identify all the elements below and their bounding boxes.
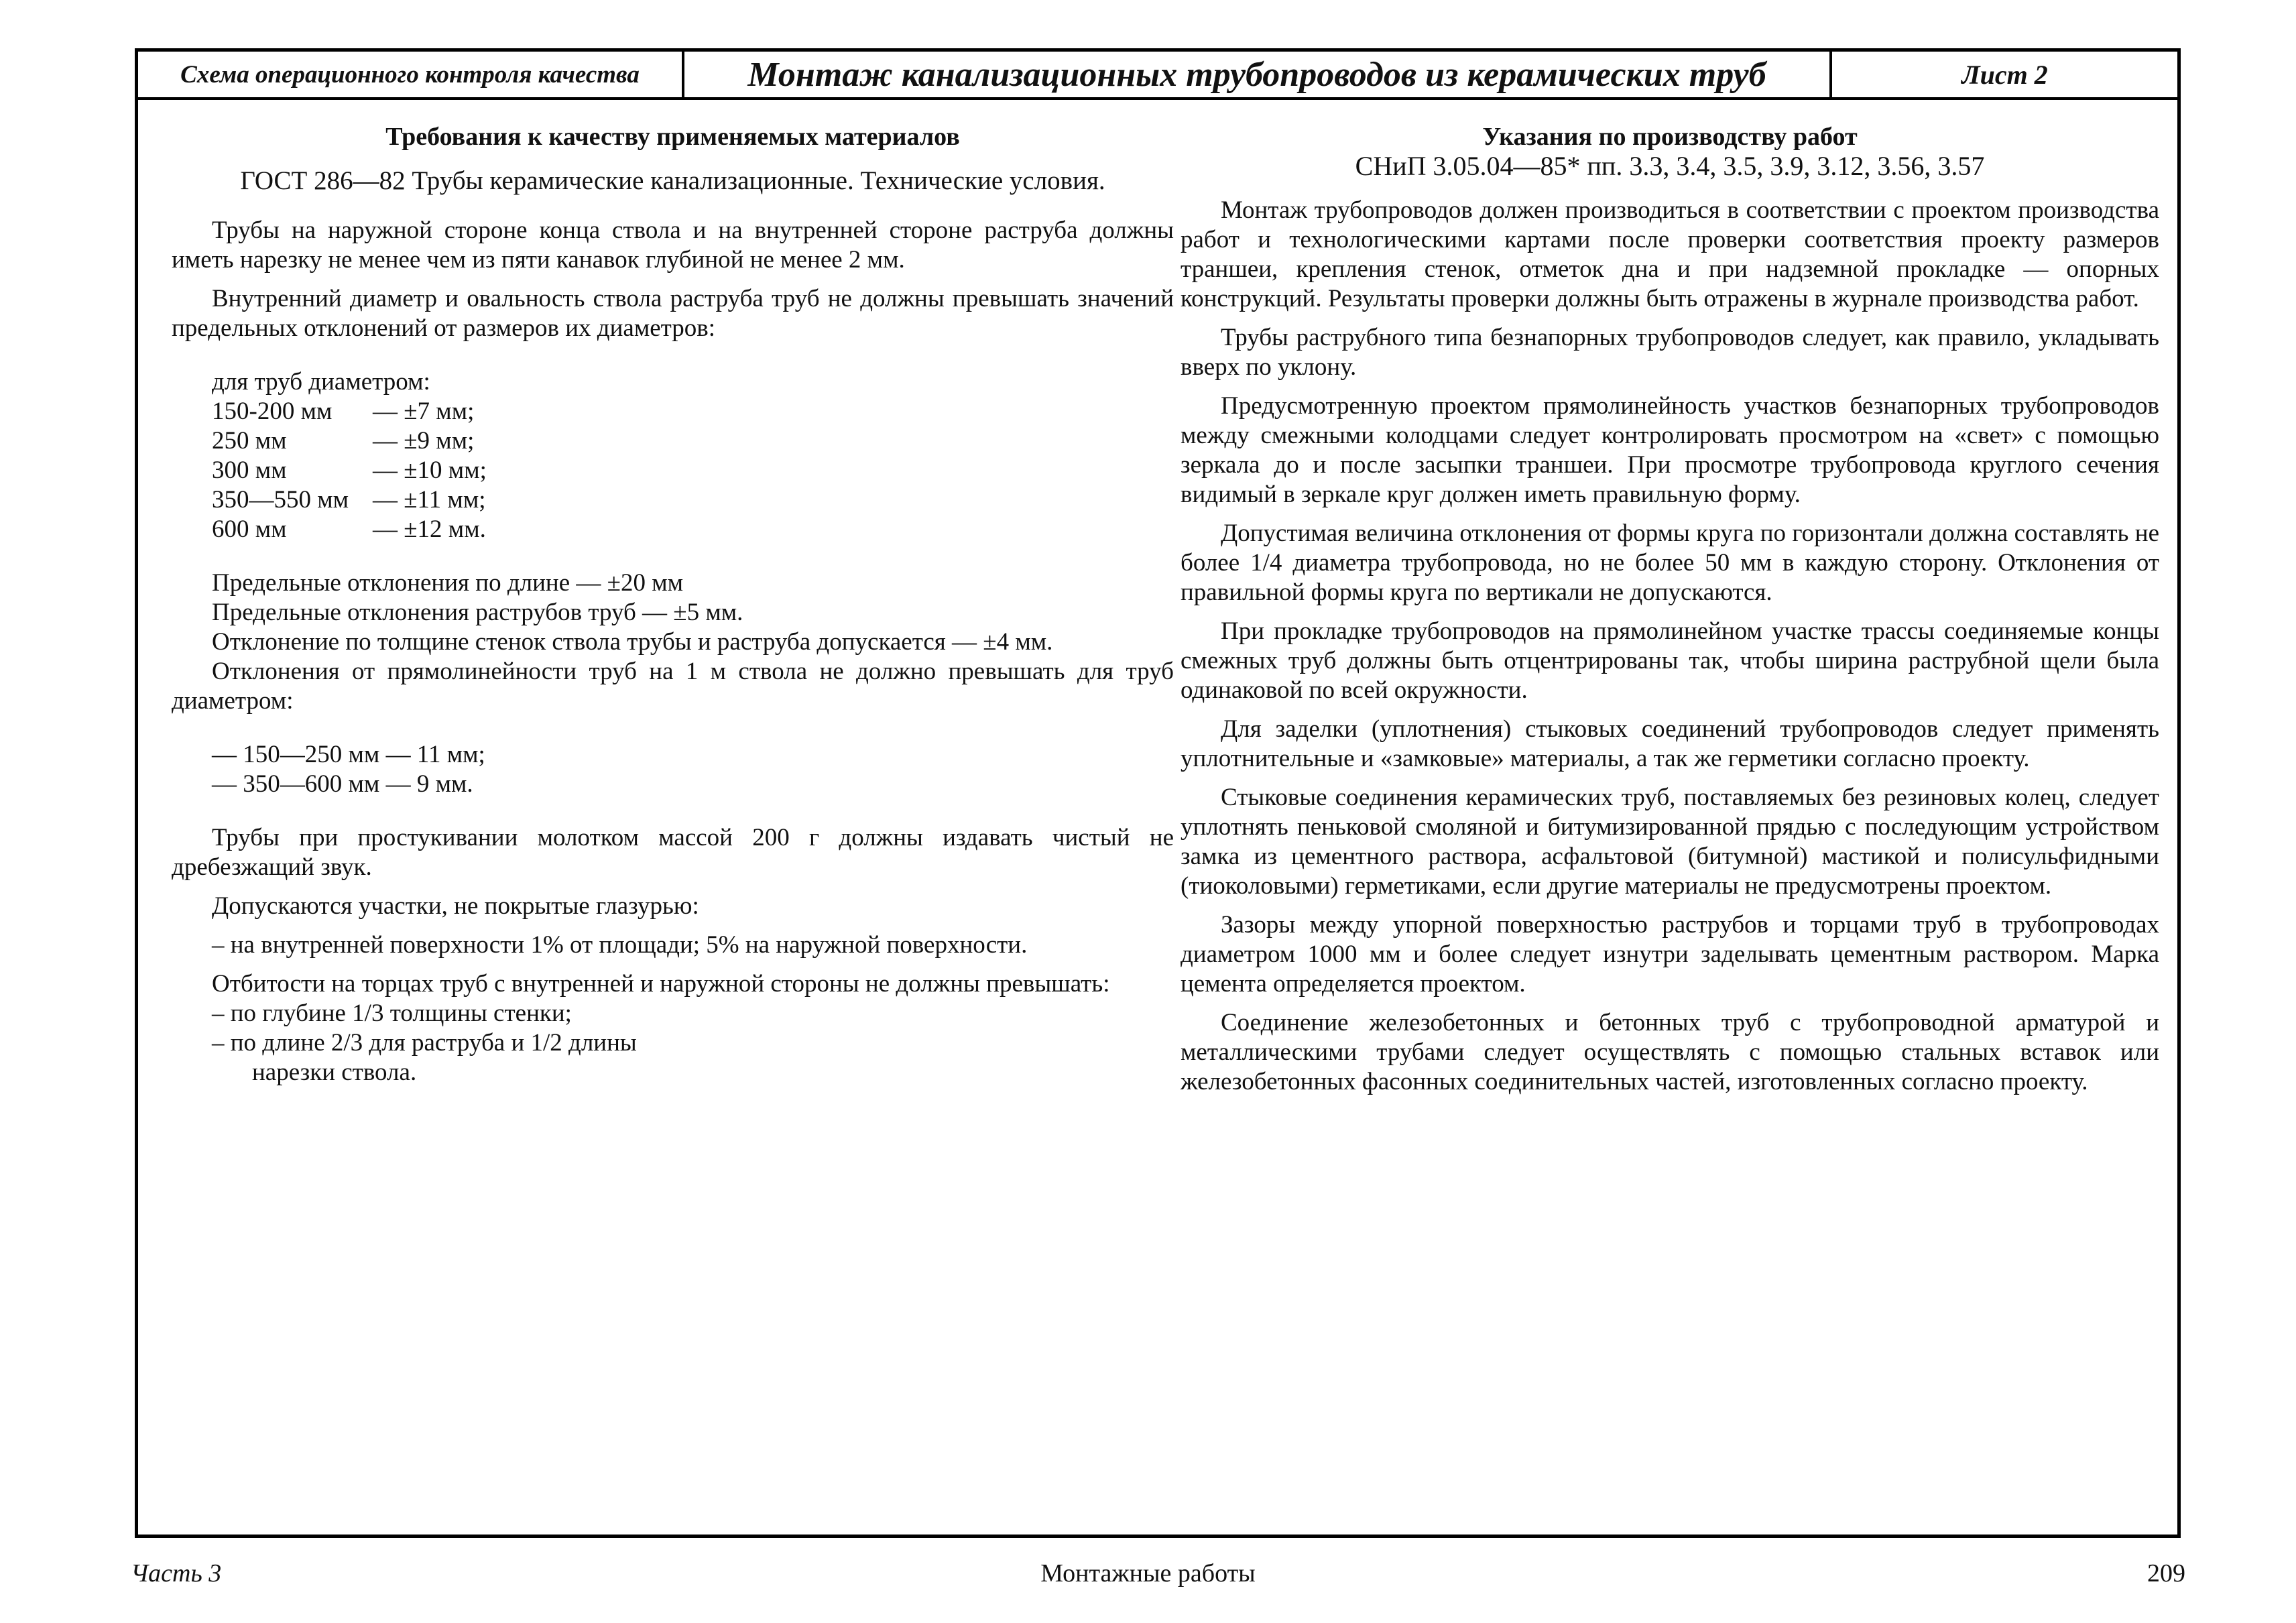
tolerance-value: — ±7 мм; [373,398,475,425]
footer-part: Часть 3 [131,1559,222,1587]
straightness-list [172,740,1174,799]
instruction-paragraph: Предусмотренную проектом прямолинейность участков безнапорных трубопроводов между смежными колодцами следует контролировать просмотром на «свет» с помощью зеркала до и после засыпки траншеи. При просмотре трубопровода круглого сечения видимый в зеркале круг должен иметь правильную форму. [1181,392,2159,508]
instruction-paragraph: Трубы раструбного типа безнапорных трубопроводов следует, как правило, укладывать вверх по уклону. [1181,324,2159,381]
instructions-heading: Указания по производству работ [1482,123,1858,151]
paragraph-glaze: Допускаются участки, не покрытые глазурью: [212,892,699,920]
header-sheet-number: Лист 2 [1961,59,2048,90]
straightness-item: — 150—250 мм — 11 мм; [212,741,485,768]
deviation-socket: Предельные отклонения раструбов труб — ±5 мм. [212,599,743,626]
diameter-row [212,456,1174,485]
gost-reference: ГОСТ 286—82 Трубы керамические канализационные. Технические условия. [240,166,1105,195]
header-table [138,52,2177,100]
diameter-value: 600 мм [212,516,287,543]
materials-requirements-column [172,122,1174,1087]
page-frame [135,48,2181,1538]
snip-reference: СНиП 3.05.04—85* пп. 3.3, 3.4, 3.5, 3.9, 3.12, 3.56, 3.57 [1355,151,1985,181]
diameter-row [212,426,1174,456]
tolerance-value: — ±12 мм. [373,516,486,543]
tolerance-value: — ±11 мм; [373,486,486,514]
instruction-paragraph: Монтаж трубопроводов должен производиться в соответствии с проектом производства работ и технологическими картами после проверки соответствия проекту размеров траншеи, крепления стенок, отметок дна и при надземной прокладке — опорных конструкций. Результаты проверки должны быть отражены в журнале производства работ. [1181,196,2159,312]
diameter-row [212,397,1174,426]
instruction-paragraph: Допустимая величина отклонения от формы круга по горизонтали должна составлять не более 1/4 диаметра трубопровода, но не более 50 мм в каждую сторону. Отклонения от правильной формы круга по вертикали не допускаются. [1181,520,2159,606]
paragraph-thread: Трубы на наружной стороне конца ствола и на внутренней стороне раструба должны иметь нарезку не менее чем из пяти канавок глубиной не менее 2 мм. [172,217,1174,274]
chip-item: – по глубине 1/3 толщины стенки; [212,1000,572,1027]
paragraph-diameter: Внутренний диаметр и овальность ствола раструба труб не должны превышать значений предельных отклонений от размеров их диаметров: [172,285,1174,342]
materials-heading: Требования к качеству применяемых материалов [385,123,960,151]
instruction-paragraph: При прокладке трубопроводов на прямолинейном участке трассы соединяемые концы смежных труб должны быть отцентрированы так, чтобы ширина раструбной щели была одинаковой по всей окружности. [1181,617,2159,704]
deviation-wall: Отклонение по толщине стенок ствола трубы и раструба допускается — ±4 мм. [212,628,1053,656]
diameter-value: 350—550 мм [212,486,349,514]
header-scheme-title: Схема операционного контроля качества [138,52,684,97]
diameter-tolerance-list [172,367,1174,544]
header-document-title: Монтаж канализационных трубопроводов из керамических труб [684,52,1832,97]
instruction-paragraph: Стыковые соединения керамических труб, поставляемых без резиновых колец, следует уплотнять пеньковой смоляной и битумизированной прядью с последующим устройством замка из цементного раствора, асфальтовой (битумной) мастикой и полисульфидными (тиоколовыми) герметиками, если другие материалы не предусмотрены проектом. [1181,784,2159,900]
instruction-paragraph: Для заделки (уплотнения) стыковых соединений трубопроводов следует применять уплотнительные и «замковые» материалы, а так же герметики согласно проекту. [1181,715,2159,772]
instruction-paragraph: Зазоры между упорной поверхностью раструбов и торцами труб в трубопроводах диаметром 1000 мм и более следует изнутри заделывать цементным раствором. Марка цемента определяется проектом. [1181,911,2159,998]
deviation-straightness: Отклонения от прямолинейности труб на 1 м ствола не должно превышать для труб диаметром: [172,658,1174,715]
footer-section-title: Монтажные работы [1040,1559,1256,1587]
chip-item: – по длине 2/3 для раструба и 1/2 длины [212,1029,637,1057]
instruction-paragraph: Соединение железобетонных и бетонных труб с трубопроводной арматурой и металлическими трубами следует осуществлять с помощью стальных вставок или железобетонных фасонных соединительных частей, изготовленных согласно проекту. [1181,1009,2159,1095]
diameter-value: 300 мм [212,457,287,484]
deviation-length: Предельные отклонения по длине — ±20 мм [212,569,684,597]
straightness-item: — 350—600 мм — 9 мм. [212,770,473,798]
diameter-row [212,515,1174,544]
diameter-value: 150-200 мм [212,398,333,425]
glaze-item: – на внутренней поверхности 1% от площади; 5% на наружной поверхности. [212,931,1028,959]
diameter-row [212,485,1174,515]
paragraph-sound: Трубы при простукивании молотком массой 200 г должны издавать чистый не дребезжащий звук. [172,824,1174,881]
work-instructions-column [1181,122,2159,1106]
diameter-value: 250 мм [212,427,287,455]
tolerance-value: — ±9 мм; [373,427,475,455]
tolerance-value: — ±10 мм; [373,457,487,484]
diameter-intro: для труб диаметром: [212,368,430,396]
footer-page-number: 209 [2147,1559,2185,1587]
chip-item-continuation: нарезки ствола. [252,1059,417,1086]
paragraph-chips: Отбитости на торцах труб с внутренней и наружной стороны не должны превышать: [212,970,1110,998]
